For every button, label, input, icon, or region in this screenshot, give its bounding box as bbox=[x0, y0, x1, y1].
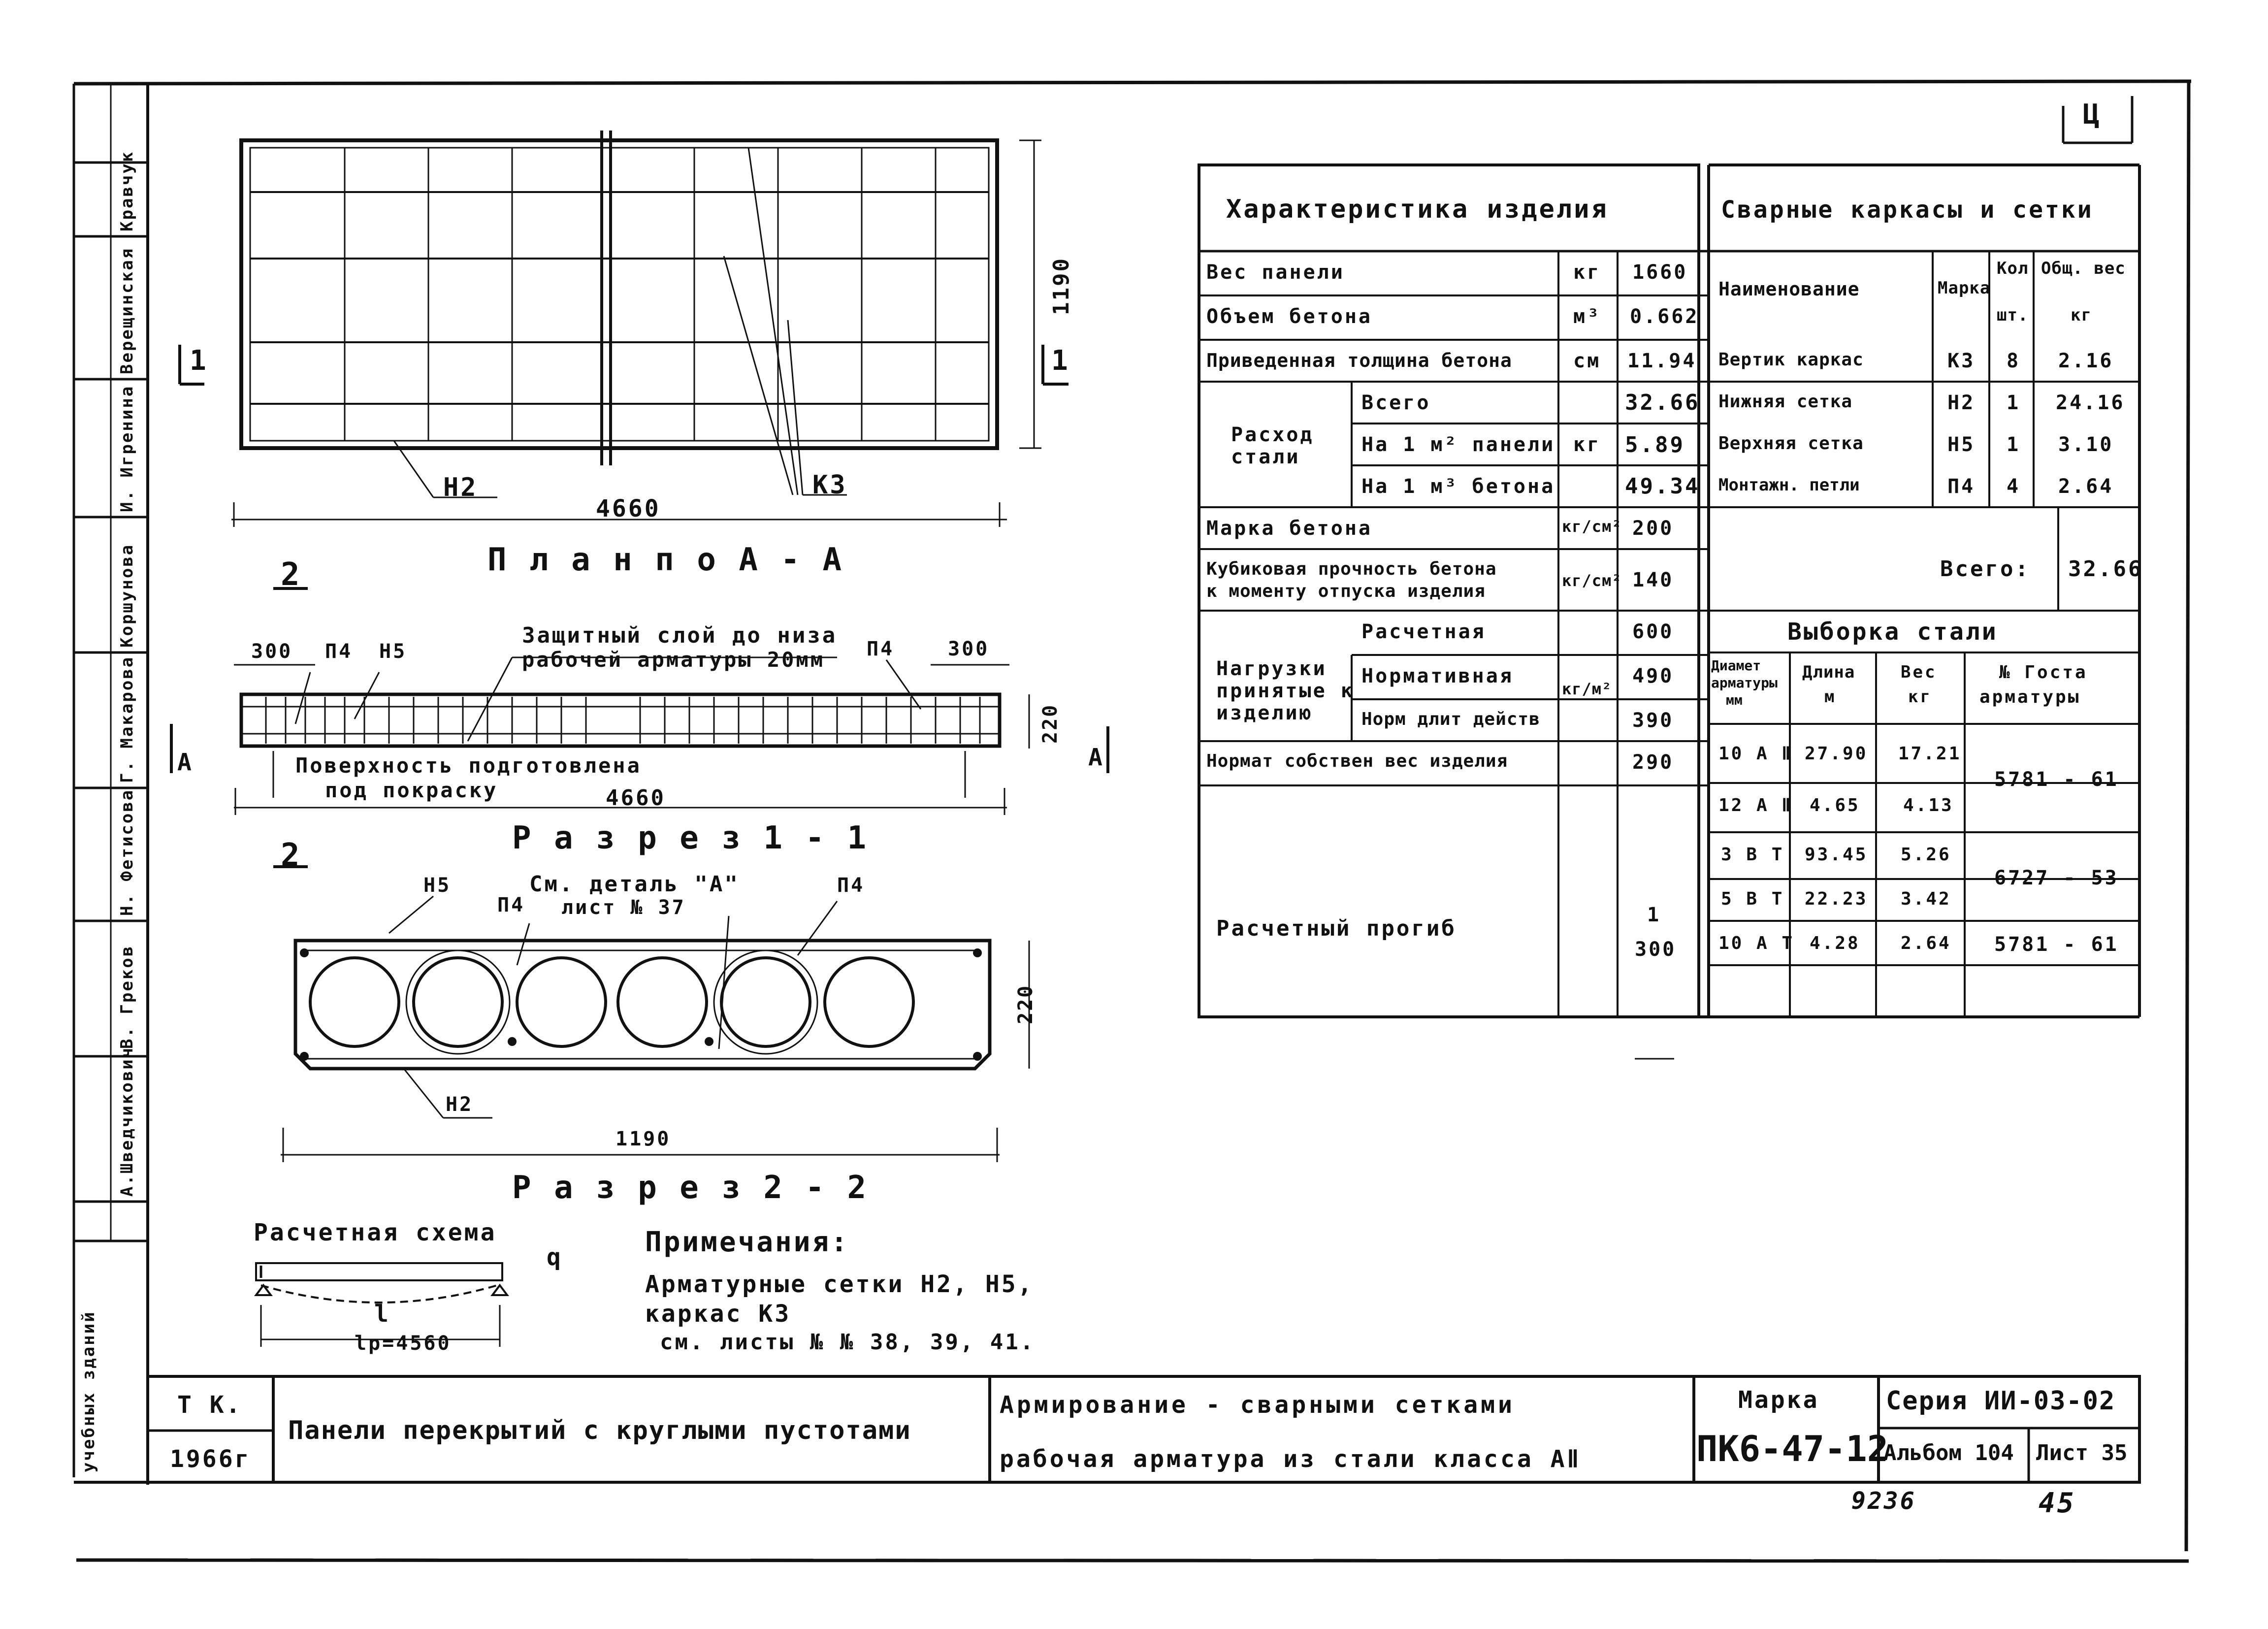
steel-row-2-l: 4.65 bbox=[1810, 795, 1860, 815]
title-page: 45 bbox=[2039, 1487, 2076, 1519]
stamp-name-1: А.Шведчикович bbox=[117, 1046, 137, 1197]
frames-row-2-weight: 24.16 bbox=[2056, 391, 2125, 414]
stamp-name-3: Н. Фетисова bbox=[117, 788, 137, 916]
char-steel-total-value: 32.66 bbox=[1625, 390, 1700, 415]
char-load-long-label: Норм длит действ bbox=[1361, 709, 1540, 729]
steel-row-4-w: 3.42 bbox=[1901, 889, 1951, 909]
section2-label-n5: Н5 bbox=[423, 874, 452, 897]
section2-dim-width: 1190 bbox=[616, 1128, 671, 1150]
char-load-norm-value: 490 bbox=[1632, 665, 1674, 687]
frames-col-weight-1: Общ. вес bbox=[2041, 259, 2126, 278]
char-steel-m3-value: 49.34 bbox=[1625, 474, 1700, 499]
steel-col-len-2: м bbox=[1824, 687, 1837, 707]
frames-total-value: 32.66 bbox=[2068, 556, 2143, 582]
steel-col-diam-1: Диамет bbox=[1711, 657, 1761, 674]
char-steel-total-label: Всего bbox=[1361, 391, 1431, 414]
steel-row-3-l: 93.45 bbox=[1805, 845, 1868, 865]
plan-title: П л а н п о А - А bbox=[487, 542, 844, 578]
char-deflection-den: 300 bbox=[1635, 938, 1677, 961]
char-strength-unit: кг/см² bbox=[1562, 571, 1622, 590]
plan-mark-1-right: 1 bbox=[1051, 345, 1070, 377]
frames-row-3-mark: Н5 bbox=[1947, 433, 1976, 456]
frames-row-4-weight: 2.64 bbox=[2058, 475, 2114, 498]
steel-row-5-w: 2.64 bbox=[1901, 933, 1951, 953]
section1-label-p4-left: П4 bbox=[325, 640, 353, 663]
char-load-label-2: принятые к bbox=[1216, 680, 1355, 702]
section2-label-p4-right: П4 bbox=[837, 874, 865, 897]
char-steel-m2-value: 5.89 bbox=[1625, 432, 1685, 457]
frames-row-4-name: Монтажн. петли bbox=[1718, 475, 1860, 495]
section1-mark-a-right: А bbox=[1088, 744, 1104, 771]
frames-row-2-qty: 1 bbox=[2007, 391, 2021, 414]
frames-col-mark: Марка bbox=[1938, 278, 1991, 298]
frames-col-name: Наименование bbox=[1718, 278, 1860, 300]
stamp-name-6: И. Игренина bbox=[117, 385, 137, 512]
steel-header: Выборка стали bbox=[1787, 618, 1998, 646]
steel-row-1-w: 17.21 bbox=[1898, 744, 1962, 764]
section1-label-p4-right: П4 bbox=[867, 638, 895, 660]
scheme-span: l bbox=[374, 1300, 390, 1328]
section2-detail-ref-1: См. деталь "А" bbox=[529, 872, 740, 897]
steel-gost-2: 6727 - 53 bbox=[1994, 867, 2119, 889]
section1-dim-300-left: 300 bbox=[251, 640, 293, 663]
section2-dim-height: 220 bbox=[1014, 984, 1037, 1024]
characteristics-header: Характеристика изделия bbox=[1226, 195, 1609, 224]
scheme-span-value: lр=4560 bbox=[355, 1332, 452, 1355]
char-thickness-unit: см bbox=[1573, 350, 1601, 372]
title-mark-label: Марка bbox=[1738, 1386, 1819, 1414]
section2-detail-ref-2: лист № 37 bbox=[561, 896, 686, 919]
corner-mark: Ц bbox=[2083, 98, 2102, 130]
frames-col-qty-1: Кол bbox=[1997, 259, 2029, 278]
char-weight-unit: кг bbox=[1573, 261, 1601, 284]
steel-row-2-d: 12 А Ⅱ bbox=[1718, 795, 1793, 815]
plan-mark-1-left: 1 bbox=[190, 345, 208, 377]
scheme-title: Расчетная схема bbox=[254, 1219, 497, 1246]
steel-row-2-w: 4.13 bbox=[1903, 795, 1954, 815]
title-album: Альбом 104 bbox=[1883, 1440, 2014, 1466]
frames-row-4-qty: 4 bbox=[2007, 475, 2021, 498]
section2-label-p4-left: П4 bbox=[497, 894, 525, 916]
char-strength-label-1: Кубиковая прочность бетона bbox=[1206, 559, 1497, 579]
section1-surface-note-1: Поверхность подготовлена bbox=[295, 753, 642, 778]
steel-row-1-d: 10 А Ⅱ bbox=[1718, 744, 1793, 764]
frames-row-2-mark: Н2 bbox=[1947, 391, 1976, 414]
notes-line-1: Арматурные сетки Н2, Н5, bbox=[645, 1271, 1034, 1298]
char-deflection-label: Расчетный прогиб bbox=[1216, 916, 1457, 941]
char-steel-unit: кг bbox=[1573, 433, 1601, 456]
char-load-calc-label: Расчетная bbox=[1361, 620, 1486, 643]
char-weight-label: Вес панели bbox=[1206, 261, 1345, 284]
stamp-name-2: В. Греков bbox=[117, 945, 137, 1049]
plan-label-k3: К3 bbox=[812, 470, 847, 500]
char-grade-unit: кг/см² bbox=[1562, 517, 1622, 536]
title-name: Панели перекрытий с круглыми пустотами bbox=[288, 1416, 911, 1445]
section1-protective-note-1: Защитный слой до низа bbox=[522, 623, 838, 648]
steel-row-3-d: 3 В Т bbox=[1721, 845, 1784, 865]
steel-row-3-w: 5.26 bbox=[1901, 845, 1951, 865]
frames-row-3-name: Верхняя сетка bbox=[1718, 433, 1864, 454]
char-self-weight-value: 290 bbox=[1632, 751, 1674, 774]
char-strength-value: 140 bbox=[1632, 569, 1674, 591]
frames-header: Сварные каркасы и сетки bbox=[1721, 196, 2094, 224]
char-steel-m3-label: На 1 м³ бетона bbox=[1361, 475, 1555, 498]
steel-row-4-l: 22.23 bbox=[1805, 889, 1868, 909]
title-mark-value: ПК6-47-12 bbox=[1696, 1428, 1889, 1469]
steel-row-4-d: 5 В Т bbox=[1721, 889, 1784, 909]
char-steel-m2-label: На 1 м² панели bbox=[1361, 433, 1555, 456]
section1-title: Р а з р е з 1 - 1 bbox=[512, 820, 869, 856]
char-load-label-1: Нагрузки bbox=[1216, 657, 1327, 680]
notes-line-2: каркас К3 bbox=[645, 1300, 791, 1328]
char-deflection-num: 1 bbox=[1647, 904, 1661, 926]
title-sheet: Лист 35 bbox=[2036, 1440, 2128, 1466]
frames-row-1-qty: 8 bbox=[2007, 350, 2021, 372]
char-weight-value: 1660 bbox=[1632, 261, 1688, 284]
char-thickness-value: 11.94 bbox=[1627, 350, 1697, 372]
char-steel-label-1: Расход bbox=[1231, 424, 1314, 446]
scheme-load: q bbox=[547, 1243, 563, 1271]
frames-col-weight-2: кг bbox=[2071, 305, 2092, 325]
steel-gost-3: 5781 - 61 bbox=[1994, 933, 2119, 956]
title-year: 1966г bbox=[170, 1445, 251, 1473]
notes-line-3: см. листы № № 38, 39, 41. bbox=[660, 1330, 1036, 1355]
frames-row-4-mark: П4 bbox=[1947, 475, 1976, 498]
section1-mark-2-top: 2 bbox=[281, 556, 302, 593]
char-load-long-value: 390 bbox=[1632, 709, 1674, 732]
plan-dim-width: 1190 bbox=[1049, 257, 1074, 315]
section1-dim-length: 4660 bbox=[606, 785, 666, 811]
title-number: 9236 bbox=[1851, 1487, 1916, 1515]
char-load-unit: кг/м² bbox=[1562, 680, 1612, 698]
steel-col-diam-2: арматуры bbox=[1711, 675, 1778, 691]
steel-col-gost-2: арматуры bbox=[1979, 687, 2081, 707]
char-load-calc-value: 600 bbox=[1632, 620, 1674, 643]
stamp-name-4: Г. Макарова bbox=[117, 655, 137, 783]
steel-row-1-l: 27.90 bbox=[1805, 744, 1868, 764]
plan-dim-length: 4660 bbox=[596, 495, 661, 522]
char-volume-value: 0.662 bbox=[1630, 305, 1699, 328]
char-self-weight-label: Нормат собствен вес изделия bbox=[1206, 751, 1508, 771]
char-volume-label: Объем бетона bbox=[1206, 305, 1372, 328]
char-strength-label-2: к моменту отпуска изделия bbox=[1206, 581, 1486, 601]
title-series: Серия ИИ-03-02 bbox=[1886, 1386, 2116, 1416]
char-volume-unit: м³ bbox=[1573, 305, 1601, 328]
frames-row-1-weight: 2.16 bbox=[2058, 350, 2114, 372]
section2-title: Р а з р е з 2 - 2 bbox=[512, 1170, 869, 1206]
char-steel-label-2: стали bbox=[1231, 446, 1300, 468]
steel-col-w-1: Вес bbox=[1901, 662, 1937, 682]
frames-total-label: Всего: bbox=[1940, 556, 2030, 582]
steel-col-diam-3: мм bbox=[1726, 692, 1743, 708]
title-desc-1: Армирование - сварными сетками bbox=[1000, 1391, 1515, 1419]
char-thickness-label: Приведенная толщина бетона bbox=[1206, 350, 1512, 371]
char-grade-value: 200 bbox=[1632, 517, 1674, 540]
title-tk: Т К. bbox=[177, 1391, 242, 1419]
frames-col-qty-2: шт. bbox=[1997, 305, 2029, 325]
steel-col-w-2: кг bbox=[1908, 687, 1932, 707]
section1-dim-height: 220 bbox=[1039, 703, 1062, 744]
steel-col-gost-1: № Госта bbox=[1999, 662, 2088, 683]
steel-gost-1: 5781 - 61 bbox=[1994, 768, 2119, 791]
frames-row-1-mark: К3 bbox=[1947, 350, 1976, 372]
char-load-label-3: изделию bbox=[1216, 702, 1313, 724]
frames-row-3-qty: 1 bbox=[2007, 433, 2021, 456]
section1-mark-2-bottom: 2 bbox=[281, 837, 302, 874]
frames-row-1-name: Вертик каркас bbox=[1718, 350, 1864, 370]
char-load-norm-label: Нормативная bbox=[1361, 665, 1514, 687]
plan-label-n2: Н2 bbox=[443, 473, 478, 502]
stamp-name-7: Верещинская bbox=[117, 247, 137, 374]
section1-label-n5: Н5 bbox=[379, 640, 407, 663]
title-desc-2: рабочая арматура из стали класса АⅡ bbox=[1000, 1445, 1582, 1473]
steel-col-len-1: Длина bbox=[1802, 662, 1855, 682]
section1-protective-note-2: рабочей арматуры 20мм bbox=[522, 648, 825, 672]
frames-row-3-weight: 3.10 bbox=[2058, 433, 2114, 456]
section2-label-n2: Н2 bbox=[446, 1093, 474, 1116]
stamp-name-8: Кравчук bbox=[117, 150, 137, 231]
section1-surface-note-2: под покраску bbox=[325, 778, 498, 802]
section1-dim-300-right: 300 bbox=[948, 638, 990, 660]
steel-row-5-d: 10 А Т bbox=[1718, 933, 1795, 953]
notes-title: Примечания: bbox=[645, 1226, 849, 1258]
char-grade-label: Марка бетона bbox=[1206, 517, 1372, 540]
section1-mark-a-left: А bbox=[177, 749, 194, 776]
frames-row-2-name: Нижняя сетка bbox=[1718, 391, 1853, 412]
stamp-buildings: учебных зданий bbox=[79, 1310, 98, 1472]
stamp-name-5: Коршунова bbox=[117, 543, 137, 648]
steel-row-5-l: 4.28 bbox=[1810, 933, 1860, 953]
